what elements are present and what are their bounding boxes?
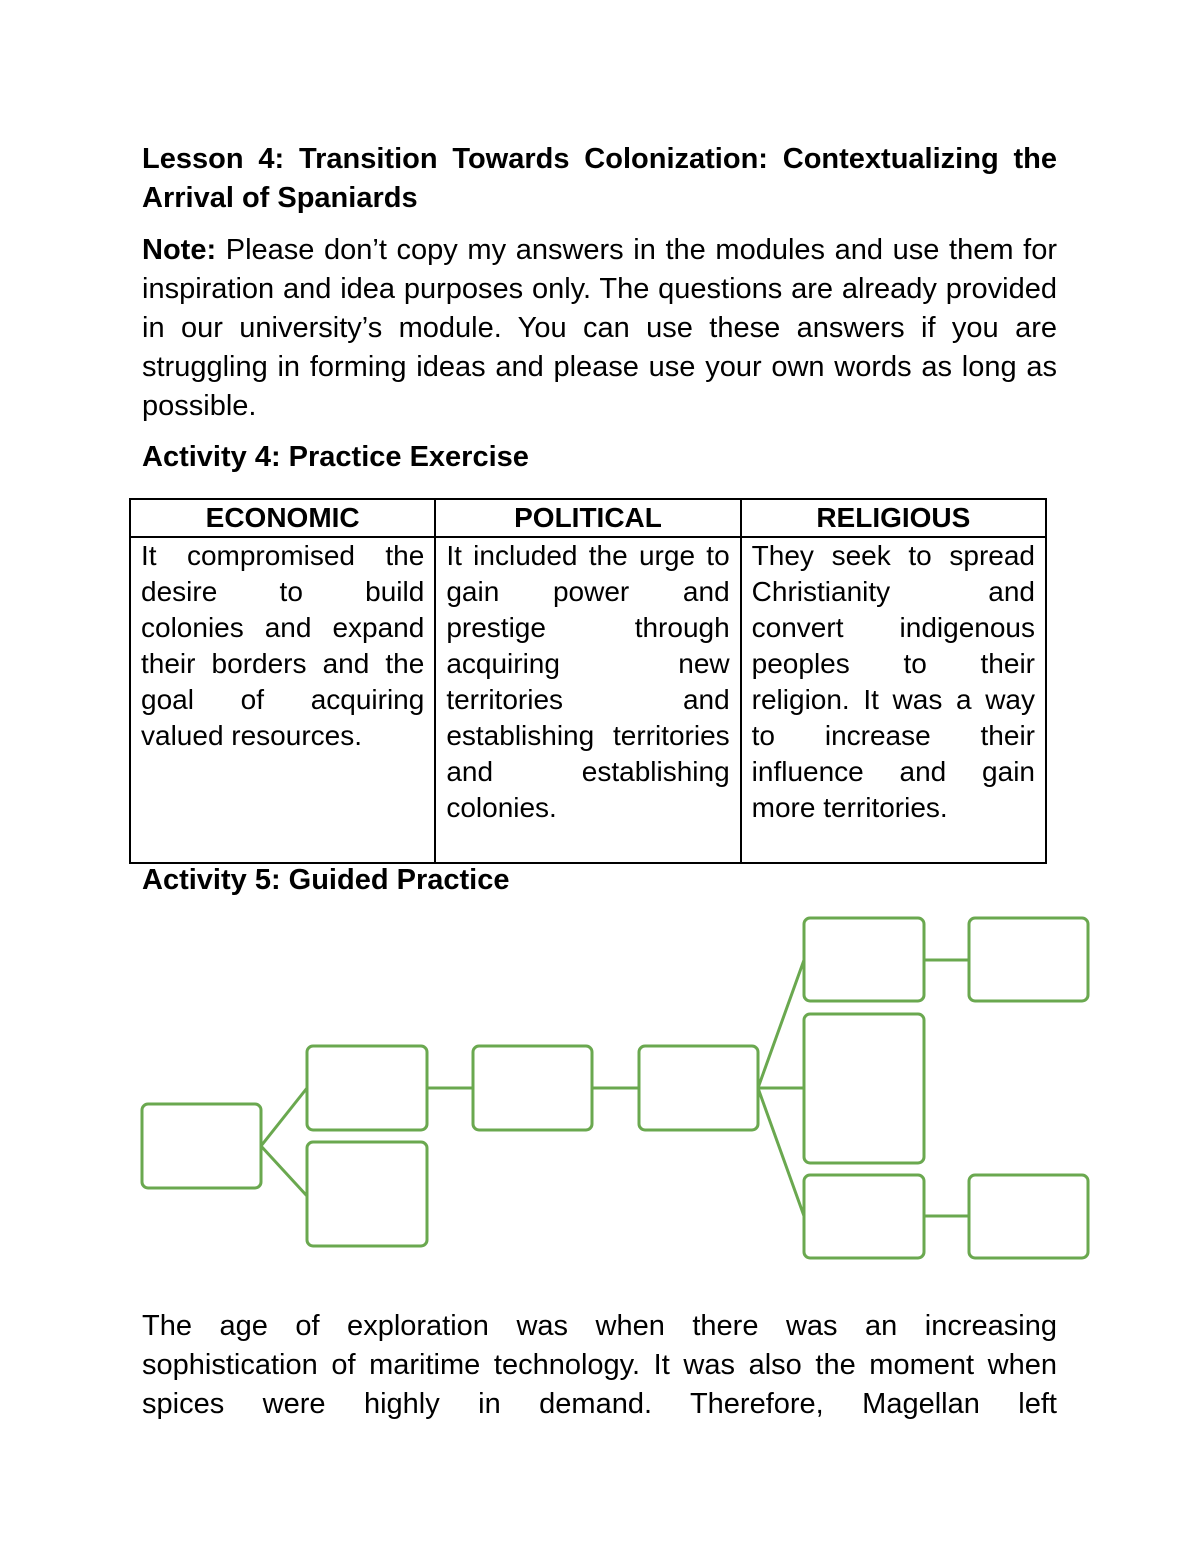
activity-4-heading: Activity 4: Practice Exercise [142, 441, 529, 473]
note-text: Please don’t copy my answers in the modules and use them for inspiration and idea purposes only. The questions are already provided in our university’s module. You can use these answers if you are struggling in forming ideas and please use your own words as long as possible. [142, 234, 1057, 422]
connector-line [758, 1088, 804, 1216]
connector-line [261, 1146, 307, 1196]
diagram-box [639, 1046, 758, 1130]
diagram-box [307, 1142, 427, 1246]
guided-practice-flow-diagram [0, 905, 1200, 1265]
lesson-title: Lesson 4: Transition Towards Colonization: Contextualizing the Arrival of Spaniards [142, 143, 1057, 214]
column-header-political: POLITICAL [435, 499, 740, 537]
note-label: Note: [142, 234, 217, 266]
diagram-box [307, 1046, 427, 1130]
practice-exercise-table-wrap [129, 498, 1047, 864]
table-row [130, 537, 1046, 863]
connector-line [758, 960, 804, 1088]
diagram-box [804, 1014, 924, 1163]
diagram-box-start [142, 1104, 261, 1188]
table-header-row [130, 499, 1046, 537]
diagram-box [804, 918, 924, 1001]
note-paragraph [142, 231, 1057, 426]
connector-line [261, 1088, 307, 1146]
diagram-box [473, 1046, 592, 1130]
column-header-religious: RELIGIOUS [741, 499, 1046, 537]
diagram-box [969, 1175, 1088, 1258]
document-body [142, 140, 1057, 475]
economic-answer-cell: It compromised the desire to build colonies and expand their borders and the goal of acquiring valued resources. [130, 537, 435, 863]
practice-exercise-table [129, 498, 1047, 864]
activity-5-heading: Activity 5: Guided Practice [142, 864, 510, 896]
diagram-box [969, 918, 1088, 1001]
religious-answer-cell: They seek to spread Christianity and convert indigenous peoples to their religion. It was a way to increase their influence and gain more territories. [741, 537, 1046, 863]
political-answer-cell: It included the urge to gain power and prestige through acquiring new territories and establishing territories and establishing colonies. [435, 537, 740, 863]
diagram-box [804, 1175, 924, 1258]
column-header-economic: ECONOMIC [130, 499, 435, 537]
bottom-paragraph: The age of exploration was when there was an increasing sophistication of maritime technology. It was also the moment when spices were highly in demand. Therefore, Magellan left [142, 1310, 1057, 1420]
